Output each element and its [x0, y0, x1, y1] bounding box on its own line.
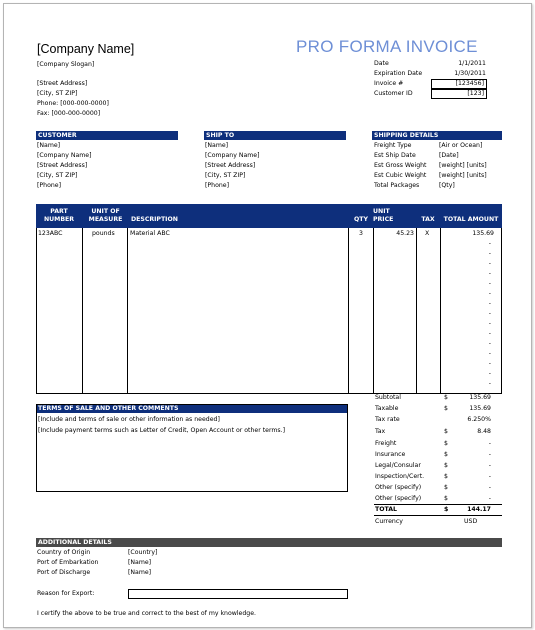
column-divider — [348, 228, 349, 393]
other-label: Other (specify) — [375, 495, 422, 502]
insurance-value: - — [488, 451, 491, 458]
invoice-page — [3, 3, 532, 628]
row-total-empty: - — [488, 340, 491, 347]
terms-heading: TERMS OF SALE AND OTHER COMMENTS — [36, 404, 348, 413]
taxable-value: 135.69 — [469, 405, 491, 412]
row-total-empty: - — [488, 310, 491, 317]
row-total-empty: - — [488, 300, 491, 307]
other-value: - — [488, 495, 491, 502]
customer-line: [Street Address] — [37, 162, 88, 169]
header-part-1: PART — [50, 208, 68, 215]
legal-label: Legal/Consular — [375, 462, 421, 469]
currency-symbol: $ — [444, 428, 448, 435]
ship-to-line: [Company Name] — [205, 152, 260, 159]
terms-line-2: [Include payment terms such as Letter of Credit, Open Account or other terms.] — [38, 427, 286, 434]
column-divider — [416, 228, 417, 393]
taxable-label: Taxable — [375, 405, 399, 412]
expiration-label: Expiration Date — [374, 70, 423, 77]
tax-value: 8.48 — [477, 428, 491, 435]
currency-symbol: $ — [444, 405, 448, 412]
invoice-number-label: Invoice # — [374, 80, 404, 87]
header-price-1: UNIT — [373, 208, 390, 215]
currency-symbol: $ — [444, 440, 448, 447]
discharge-label: Port of Discharge — [37, 569, 91, 576]
row-total-empty: - — [488, 380, 491, 387]
row-unit-price: 45.23 — [396, 230, 414, 237]
row-total-empty: - — [488, 370, 491, 377]
row-part-number: 123ABC — [38, 230, 63, 237]
subtotal-label: Subtotal — [375, 394, 401, 401]
currency-label: Currency — [375, 518, 403, 525]
customer-line: [City, ST ZIP] — [37, 172, 78, 179]
shipping-value: [Date] — [439, 152, 459, 159]
header-description: DESCRIPTION — [131, 216, 178, 223]
subtotal-value: 135.69 — [469, 394, 491, 401]
shipping-label: Est Ship Date — [374, 152, 416, 159]
total-label: TOTAL — [375, 506, 397, 513]
inspection-label: Inspection/Cert. — [375, 473, 425, 480]
header-unit-1: UNIT OF — [91, 208, 120, 215]
insurance-label: Insurance — [375, 451, 406, 458]
ship-to-line: [City, ST ZIP] — [205, 172, 246, 179]
invoice-title: PRO FORMA INVOICE — [296, 37, 478, 56]
currency-symbol: $ — [444, 451, 448, 458]
ship-to-line: [Street Address] — [205, 162, 256, 169]
ship-to-heading: SHIP TO — [204, 131, 346, 140]
currency-symbol: $ — [444, 484, 448, 491]
tax-rate-value: 6.250% — [467, 416, 491, 423]
row-total-empty: - — [488, 290, 491, 297]
other-value: - — [488, 484, 491, 491]
header-part-2: NUMBER — [43, 216, 75, 223]
header-tax: TAX — [421, 216, 435, 223]
invoice-number-value[interactable]: [123456] — [431, 79, 487, 89]
shipping-label: Est Gross Weight — [374, 162, 427, 169]
terms-line-1: [Include and terms of sale or other information as needed] — [38, 416, 220, 423]
header-total: TOTAL AMOUNT — [443, 216, 499, 223]
company-name: [Company Name] — [37, 42, 135, 56]
legal-value: - — [488, 462, 491, 469]
row-total-empty: - — [488, 250, 491, 257]
ship-to-line: [Name] — [205, 142, 229, 149]
total-rule — [374, 515, 502, 516]
customer-id-label: Customer ID — [374, 90, 413, 97]
row-description: Material ABC — [130, 230, 170, 237]
header-price-2: PRICE — [373, 216, 394, 223]
shipping-value: [weight] [units] — [439, 172, 487, 179]
currency-symbol: $ — [444, 462, 448, 469]
line-items-header — [36, 204, 502, 228]
column-divider — [440, 228, 441, 393]
embarkation-label: Port of Embarkation — [37, 559, 99, 566]
origin-label: Country of Origin — [37, 549, 91, 556]
shipping-value: [Qty] — [439, 182, 455, 189]
row-total-empty: - — [488, 270, 491, 277]
column-divider — [373, 228, 374, 393]
customer-id-value[interactable]: [123] — [431, 89, 487, 99]
customer-line: [Phone] — [37, 182, 61, 189]
row-qty: 3 — [359, 230, 363, 237]
date-value: 1/1/2011 — [458, 60, 486, 67]
freight-label: Freight — [375, 440, 397, 447]
reason-label: Reason for Export: — [37, 590, 95, 597]
customer-heading: CUSTOMER — [36, 131, 178, 140]
row-total-empty: - — [488, 350, 491, 357]
shipping-details-heading: SHIPPING DETAILS — [372, 131, 502, 140]
freight-value: - — [488, 440, 491, 447]
shipping-value: [weight] [units] — [439, 162, 487, 169]
origin-value: [Country] — [128, 549, 158, 556]
row-tax: X — [425, 230, 430, 237]
row-unit: pounds — [92, 230, 115, 237]
tax-rate-label: Tax rate — [375, 416, 400, 423]
tax-label: Tax — [375, 428, 386, 435]
expiration-value: 1/30/2011 — [454, 70, 486, 77]
other-label: Other (specify) — [375, 484, 422, 491]
shipping-label: Total Packages — [374, 182, 420, 189]
row-total-empty: - — [488, 260, 491, 267]
certification-text: I certify the above to be true and correct to the best of my knowledge. — [37, 610, 256, 617]
discharge-value: [Name] — [128, 569, 152, 576]
company-fax: Fax: [000-000-0000] — [37, 110, 101, 117]
ship-to-line: [Phone] — [205, 182, 229, 189]
company-slogan: [Company Slogan] — [37, 61, 95, 68]
column-divider — [127, 228, 128, 393]
currency-symbol: $ — [444, 495, 448, 502]
row-total-empty: - — [488, 240, 491, 247]
customer-line: [Name] — [37, 142, 61, 149]
date-label: Date — [374, 60, 389, 67]
row-total-empty: - — [488, 280, 491, 287]
column-divider — [82, 228, 83, 393]
row-total-empty: - — [488, 360, 491, 367]
row-total-empty: - — [488, 320, 491, 327]
row-total-empty: - — [488, 330, 491, 337]
currency-symbol: $ — [444, 394, 448, 401]
shipping-value: [Air or Ocean] — [439, 142, 483, 149]
header-qty: QTY — [354, 216, 368, 223]
embarkation-value: [Name] — [128, 559, 152, 566]
customer-line: [Company Name] — [37, 152, 92, 159]
total-rule — [374, 504, 502, 505]
inspection-value: - — [488, 473, 491, 480]
total-value: 144.17 — [467, 506, 491, 513]
currency-value: USD — [464, 518, 478, 525]
shipping-label: Est Cubic Weight — [374, 172, 427, 179]
company-street: [Street Address] — [37, 80, 88, 87]
currency-symbol: $ — [444, 473, 448, 480]
reason-input[interactable] — [128, 589, 348, 599]
shipping-label: Freight Type — [374, 142, 412, 149]
row-total: 135.69 — [472, 230, 494, 237]
company-city: [City, ST ZIP] — [37, 90, 78, 97]
header-unit-2: MEASURE — [88, 216, 123, 223]
currency-symbol: $ — [444, 506, 449, 513]
additional-details-heading: ADDITIONAL DETAILS — [36, 538, 502, 547]
company-phone: Phone: [000-000-0000] — [37, 100, 109, 107]
